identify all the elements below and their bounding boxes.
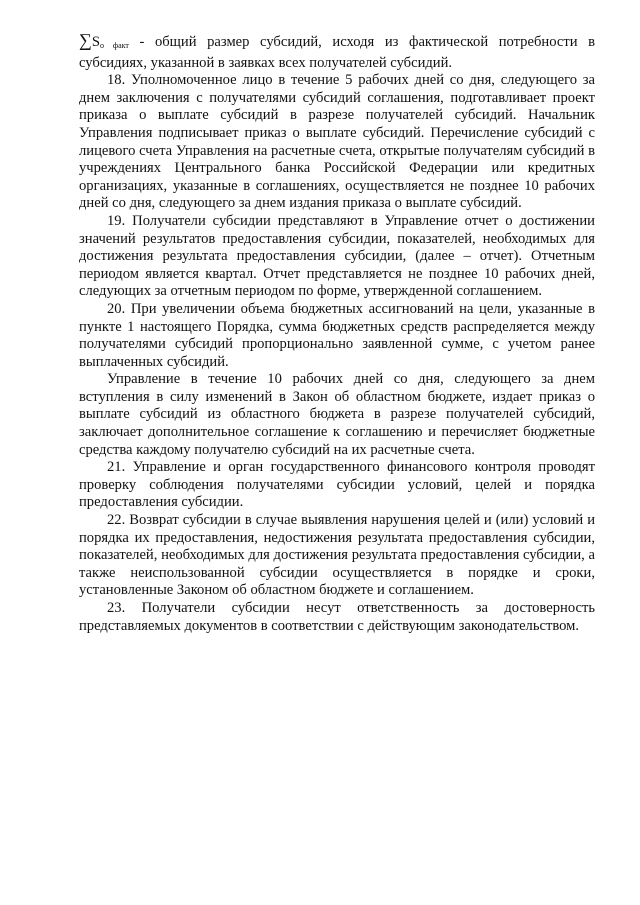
formula-variable: S bbox=[91, 34, 100, 50]
document-body bbox=[79, 32, 595, 635]
paragraph-22: 22. Возврат субсидии в случае выявления нарушения целей и (или) условий и порядка их предоставления, недостижения результата предоставления субсидии, показателей, необходимых для достижения результата предоставления субсидии, а также неиспользованной субсидии осуществляется в порядке и сроки, установленные Законом об областном бюджете и соглашением. bbox=[79, 512, 595, 599]
paragraph-18: 18. Уполномоченное лицо в течение 5 рабочих дней со дня, следующего за днем заключения с получателями субсидий соглашения, подготавливает проект приказа о выплате субсидий в разрезе получателей субсидий. Начальник Управления подписывает приказ о выплате субсидий. Перечисление субсидий с лицевого счета Управления на расчетные счета, открытые получателям субсидий в учреждениях Центрального банка Российской Федерации или кредитных организациях, указанные в соглашениях, осуществляется не позднее 10 рабочих дней со дня, следующего за днем издания приказа о выплате субсидий. bbox=[79, 72, 595, 212]
paragraph-23: 23. Получатели субсидии несут ответственность за достоверность представляемых документов в соответствии с действующим законодательством. bbox=[79, 600, 595, 634]
formula-definition bbox=[79, 32, 595, 72]
paragraph-20-continuation: Управление в течение 10 рабочих дней со дня, следующего за днем вступления в силу изменений в Закон об областном бюджете, издает приказ о выплате субсидий из областного бюджета в разрезе получателей субсидий, заключает дополнительное соглашение к соглашению и перечисляет бюджетные средства каждому получателю субсидий на их расчетные счета. bbox=[79, 371, 595, 458]
formula-symbol bbox=[79, 30, 129, 50]
sum-sign: ∑ bbox=[79, 30, 92, 50]
formula-description: - общий размер субсидий, исходя из фактической потребности в субсидиях, указанной в заявках всех получателей субсидий. bbox=[79, 34, 595, 71]
paragraph-21: 21. Управление и орган государственного финансового контроля проводят проверку соблюдения получателями субсидии условий, целей и порядка предоставления субсидии. bbox=[79, 459, 595, 511]
formula-subscript: о факт bbox=[99, 41, 129, 50]
paragraph-19: 19. Получатели субсидии представляют в Управление отчет о достижении значений результатов предоставления субсидии, показателей, необходимых для достижения результата предоставления субсидии, (далее – отчет). Отчетным периодом является квартал. Отчет представляется не позднее 10 рабочих дней, следующих за отчетным периодом по форме, утвержденной соглашением. bbox=[79, 212, 595, 300]
paragraph-20: 20. При увеличении объема бюджетных ассигнований на цели, указанные в пункте 1 настоящего Порядка, сумма бюджетных средств распределяется между получателями субсидий пропорционально заявленной сумме, с учетом ранее выплаченных субсидий. bbox=[79, 300, 595, 370]
